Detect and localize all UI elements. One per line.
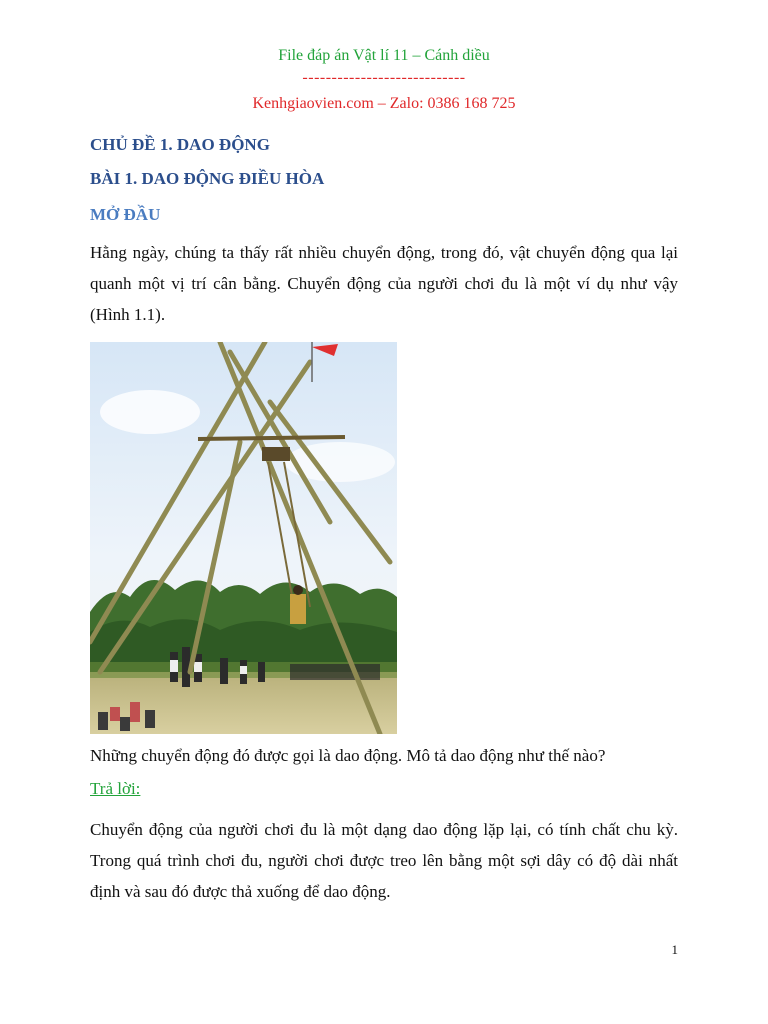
lesson-heading: BÀI 1. DAO ĐỘNG ĐIỀU HÒA [90, 169, 325, 188]
document-body [90, 128, 678, 907]
header-contact: Kenhgiaovien.com – Zalo: 0386 168 725 [252, 95, 516, 112]
topic-heading: CHỦ ĐỀ 1. DAO ĐỘNG [90, 135, 270, 154]
intro-paragraph: Hằng ngày, chúng ta thấy rất nhiều chuyển động, trong đó, vật chuyển động qua lại quanh một vị trí cân bằng. Chuyển động của người chơi đu là một ví dụ như vậy (Hình 1.1). [90, 243, 678, 324]
question-paragraph: Những chuyển động đó được gọi là dao động. Mô tả dao động như thế nào? [90, 746, 606, 765]
page-number: 1 [671, 942, 678, 957]
answer-paragraph: Chuyển động của người chơi đu là một dạng dao động lặp lại, có tính chất chu kỳ. Trong quá trình chơi đu, người chơi được treo lên bằng một sợi dây có độ dài nhất định và sau đó được thả xuống để dao động. [90, 820, 678, 901]
document-header [0, 46, 768, 114]
answer-label: Trả lời: [90, 779, 141, 798]
section-heading: MỞ ĐẦU [90, 205, 161, 224]
header-title: File đáp án Vật lí 11 – Cánh diều [278, 47, 490, 64]
header-separator: ---------------------------- [302, 69, 466, 86]
swing-photo [90, 342, 397, 734]
